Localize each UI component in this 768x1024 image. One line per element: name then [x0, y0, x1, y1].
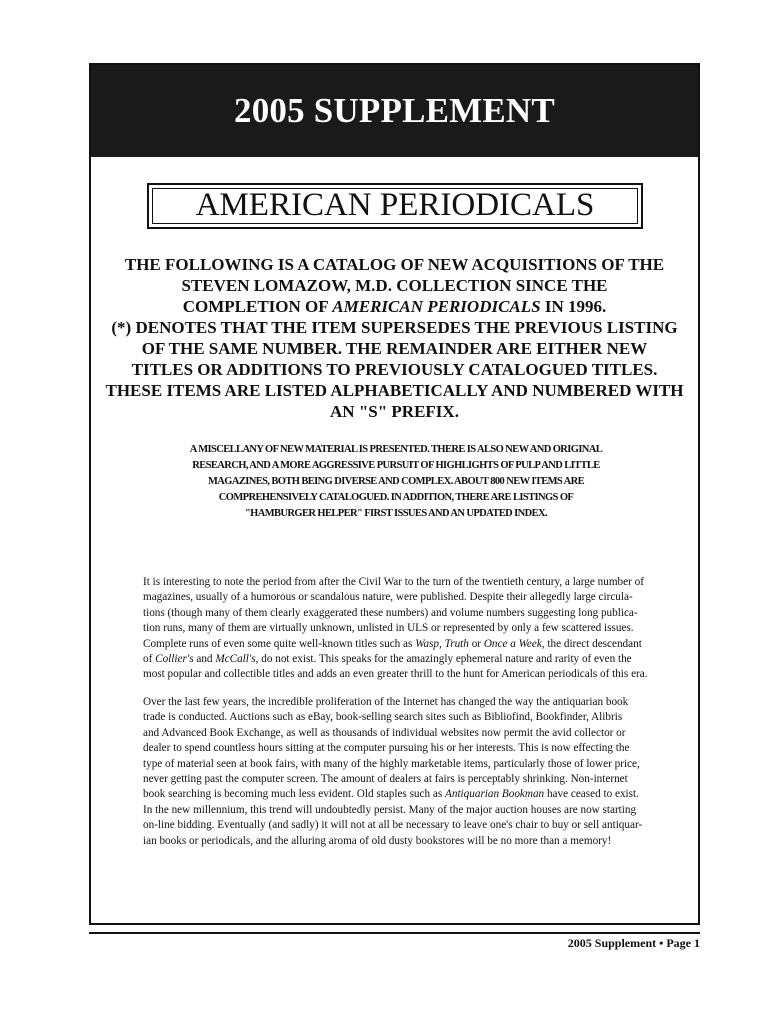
footer-rule: [89, 932, 700, 934]
paragraph-1: [143, 575, 703, 683]
intro-line-3-a: COMPLETION OF: [182, 297, 333, 316]
p1-line-1: It is interesting to note the period from after the Civil War to the turn of the twentieth century, a large number of: [143, 576, 644, 588]
p1-line-3: tions (though many of them clearly exaggerated these numbers) and volume numbers suggesting long publica-: [143, 606, 638, 619]
banner-title: 2005 SUPPLEMENT: [234, 91, 555, 130]
header-banner: [91, 65, 698, 157]
p1-title-wasp: Wasp: [415, 637, 440, 650]
intro-line-4: (*) DENOTES THAT THE ITEM SUPERSEDES THE PREVIOUS LISTING: [111, 318, 678, 337]
p2-line-3: and Advanced Book Exchange, as well as thousands of individual websites now permit the avid collector or: [143, 726, 626, 739]
p2-line-7: [143, 787, 703, 802]
p1-line-7: most popular and collectible titles and adds an even greater thrill to the hunt for American periodicals of this era.: [143, 668, 648, 681]
p1-line-2: magazines, usually of a humorous or scandalous nature, were published. Despite their allegedly large circula-: [143, 591, 633, 604]
intro-line-8: AN "S" PREFIX.: [330, 402, 459, 421]
title-box: [147, 183, 643, 229]
p1-title-colliers: Collier's: [155, 653, 194, 666]
page-frame: [89, 63, 700, 925]
misc-line-4: COMPREHENSIVELY CATALOGUED. IN ADDITION, THERE ARE LISTINGS OF: [218, 492, 574, 503]
misc-line-2: RESEARCH, AND A MORE AGGRESSIVE PURSUIT OF HIGHLIGHTS OF PULP AND LITTLE: [192, 460, 600, 471]
intro-line-6: TITLES OR ADDITIONS TO PREVIOUSLY CATALOGUED TITLES.: [131, 360, 658, 379]
page-footer: 2005 Supplement • Page 1: [567, 936, 700, 950]
p2-line-4: dealer to spend countless hours sitting at the computer pursuing his or her interests. This is now effecting the: [143, 742, 630, 755]
p2-line-6: never getting past the computer screen. The amount of dealers at fairs is perceptably shrinking. Non-internet: [143, 773, 628, 786]
misc-line-3: MAGAZINES, BOTH BEING DIVERSE AND COMPLEX. ABOUT 800 NEW ITEMS ARE: [207, 476, 584, 487]
p1-title-truth: Truth: [444, 637, 469, 650]
p1-line-5-a: Complete runs of even some quite well-known titles such as: [143, 637, 416, 650]
intro-line-1: THE FOLLOWING IS A CATALOG OF NEW ACQUISITIONS OF THE: [124, 255, 665, 274]
p2-line-5: type of material seen at book fairs, with many of the highly marketable items, particularly those of lower price,: [143, 757, 640, 770]
p2-line-7-a: book searching is becoming much less evident. Old staples such as: [143, 788, 446, 801]
p2-line-10: ian books or periodicals, and the alluring aroma of old dusty bookstores will be no more than a memory!: [143, 834, 612, 847]
page-title: AMERICAN PERIODICALS: [195, 187, 595, 223]
p1-line-5-c: ,: [439, 637, 445, 650]
p1-line-5-g: , the direct descendant: [541, 637, 642, 650]
p2-line-1: Over the last few years, the incredible proliferation of the Internet has changed the way the antiquarian book: [143, 696, 629, 708]
p2-title-antiquarian-bookman: Antiquarian Bookman: [445, 788, 545, 801]
p1-line-6-e: , do not exist. This speaks for the amazingly ephemeral nature and rarity of even the: [255, 653, 632, 666]
p1-line-5: [143, 637, 703, 652]
p2-line-2: trade is conducted. Auctions such as eBay, book-selling search sites such as Bibliofind, Bookfinder, Alibris: [143, 711, 623, 724]
miscellany-block: [131, 442, 661, 522]
misc-line-5: "HAMBURGER HELPER" FIRST ISSUES AND AN UPDATED INDEX.: [244, 508, 548, 519]
p1-line-5-e: or: [468, 637, 484, 650]
intro-line-3-c: IN 1996.: [540, 297, 607, 316]
intro-line-5: OF THE SAME NUMBER. THE REMAINDER ARE EITHER NEW: [141, 339, 648, 358]
intro-line-3-title: AMERICAN PERIODICALS: [332, 297, 541, 316]
p1-line-6: [143, 652, 703, 667]
p1-title-once-a-week: Once a Week: [483, 637, 542, 650]
p1-line-4: tion runs, many of them are virtually unknown, unlisted in ULS or represented by only a few scattered issues.: [143, 622, 634, 635]
paragraph-2: [143, 695, 703, 849]
p2-line-8: In the new millennium, this trend will undoubtedly persist. Many of the major auction houses are now starting: [143, 803, 637, 816]
p1-line-6-c: and: [193, 653, 216, 666]
p1-title-mccalls: McCall's: [215, 653, 256, 666]
p1-line-6-a: of: [143, 653, 156, 666]
misc-line-1: A MISCELLANY OF NEW MATERIAL IS PRESENTED. THERE IS ALSO NEW AND ORIGINAL: [189, 444, 603, 455]
intro-line-2: STEVEN LOMAZOW, M.D. COLLECTION SINCE THE: [181, 276, 608, 295]
p2-line-9: on-line bidding. Eventually (and sadly) it will not at all be necessary to leave one's chair to buy or sell antiquar-: [143, 819, 643, 832]
p2-line-7-c: have ceased to exist.: [544, 788, 639, 801]
intro-line-3: [91, 296, 698, 317]
intro-line-7: THESE ITEMS ARE LISTED ALPHABETICALLY AND NUMBERED WITH: [105, 381, 684, 400]
